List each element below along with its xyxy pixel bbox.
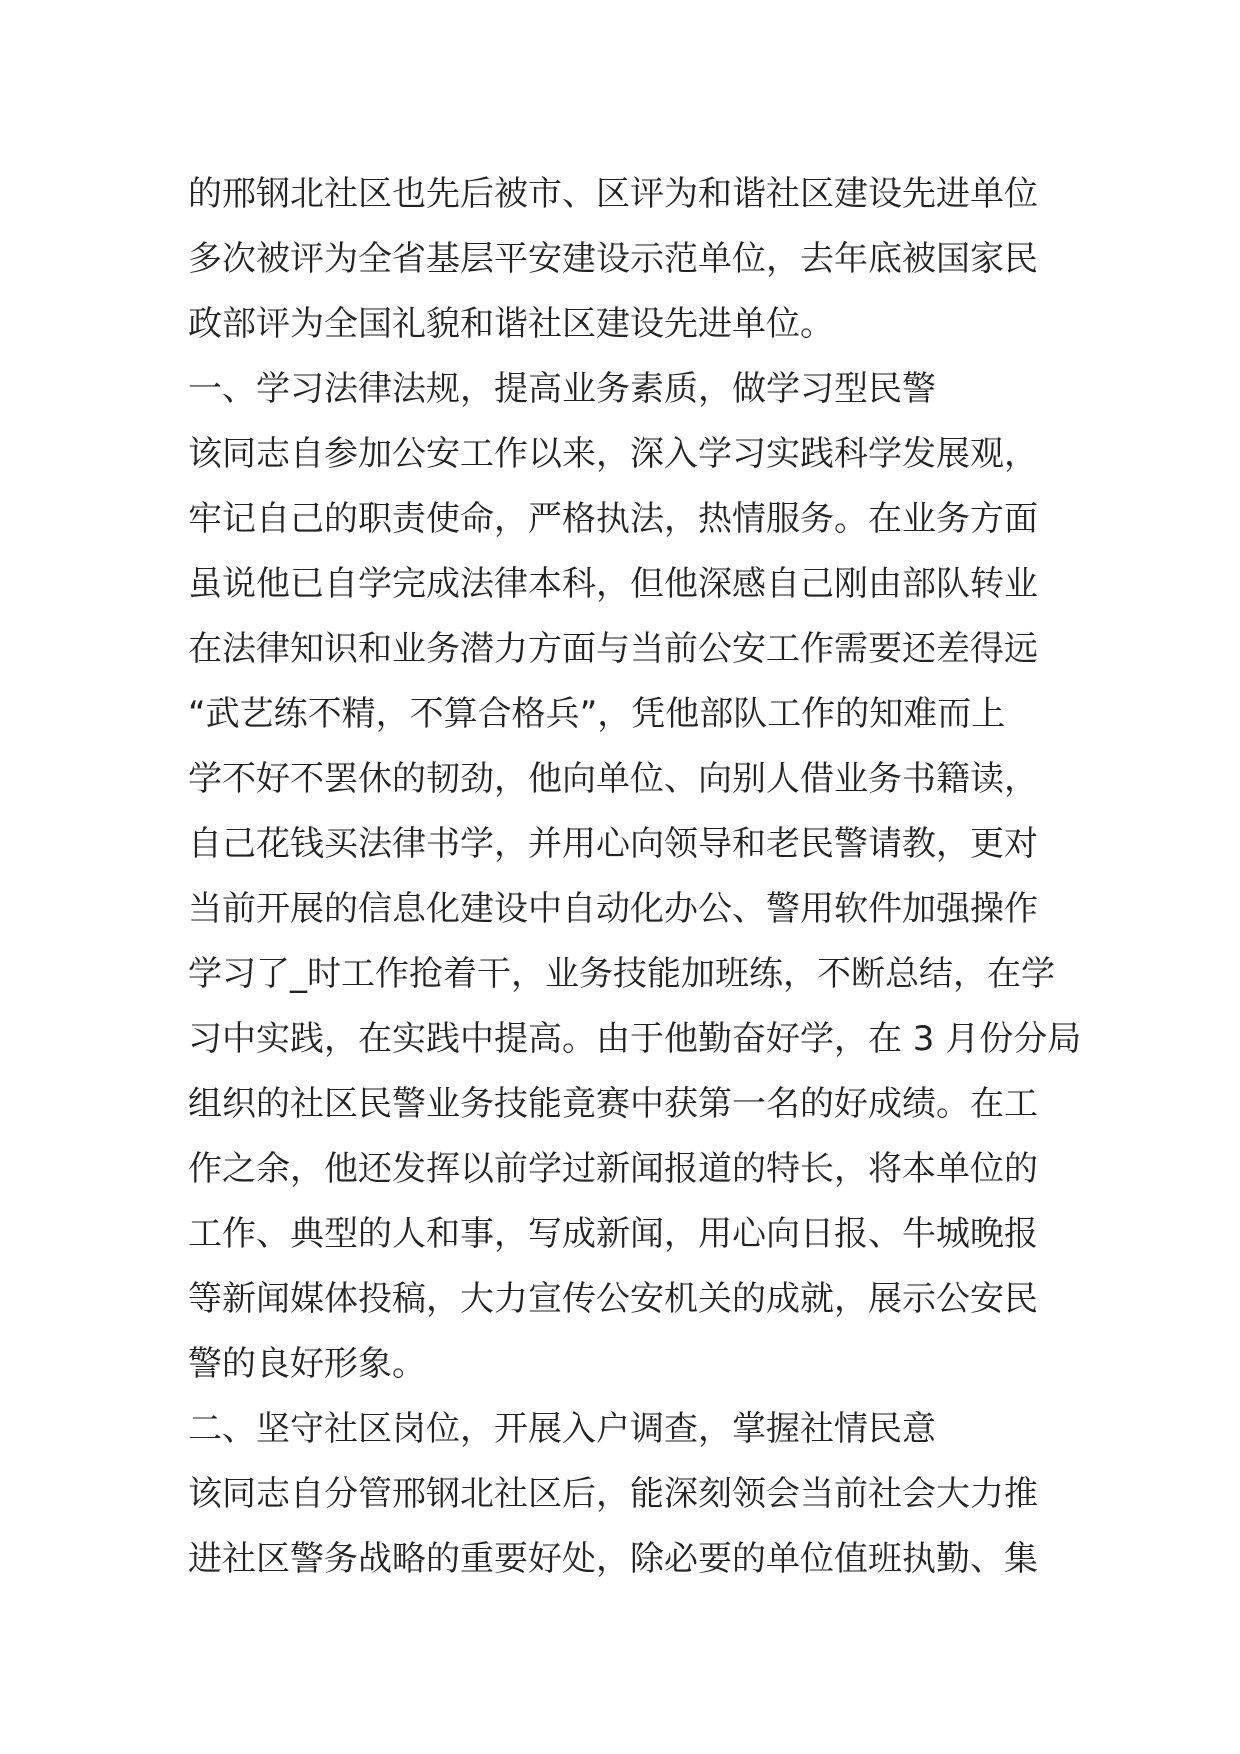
text-line-3: 政部评为全国礼貌和谐社区建设先进单位。: [188, 304, 834, 344]
text-line-6: 牢记自己的职责使命，严格执法，热情服务。在业务方面: [188, 499, 1038, 539]
text-line-11: 自己花钱买法律书学，并用心向领导和老民警请教，更对: [188, 824, 1038, 864]
text-line-7: 虽说他已自学完成法律本科，但他深感自己刚由部队转业: [188, 564, 1038, 604]
text-line-22: 进社区警务战略的重要好处，除必要的单位值班执勤、集: [188, 1539, 1038, 1579]
section-heading-2: 二、坚守社区岗位，开展入户调查，掌握社情民意: [188, 1409, 936, 1449]
section-heading-1: 一、学习法律法规，提高业务素质，做学习型民警: [188, 369, 936, 409]
text-line-13: 学习了_时工作抢着干，业务技能加班练，不断总结，在学: [188, 954, 1055, 994]
text-line-8: 在法律知识和业务潜力方面与当前公安工作需要还差得远: [188, 629, 1038, 669]
text-line-17: 工作、典型的人和事，写成新闻，用心向日报、牛城晚报: [188, 1214, 1038, 1254]
text-line-2: 多次被评为全省基层平安建设示范单位，去年底被国家民: [188, 239, 1038, 279]
text-line-9: “武艺练不精，不算合格兵”，凭他部队工作的知难而上: [188, 694, 1006, 734]
text-line-10: 学不好不罢休的韧劲，他向单位、向别人借业务书籍读，: [188, 759, 1038, 799]
text-line-12: 当前开展的信息化建设中自动化办公、警用软件加强操作: [188, 889, 1038, 929]
text-line-5: 该同志自参加公安工作以来，深入学习实践科学发展观，: [188, 434, 1038, 474]
text-line-1: 的邢钢北社区也先后被市、区评为和谐社区建设先进单位: [188, 174, 1038, 214]
text-line-15: 组织的社区民警业务技能竟赛中获第一名的好成绩。在工: [188, 1084, 1038, 1124]
text-line-14: 习中实践，在实践中提高。由于他勤奋好学，在 3 月份分局: [188, 1019, 1082, 1059]
text-line-21: 该同志自分管邢钢北社区后，能深刻领会当前社会大力推: [188, 1474, 1038, 1514]
text-line-19: 警的良好形象。: [188, 1344, 426, 1384]
text-line-18: 等新闻媒体投稿，大力宣传公安机关的成就，展示公安民: [188, 1279, 1038, 1319]
body-text: [188, 162, 1082, 1592]
text-line-16: 作之余，他还发挥以前学过新闻报道的特长，将本单位的: [188, 1149, 1038, 1189]
